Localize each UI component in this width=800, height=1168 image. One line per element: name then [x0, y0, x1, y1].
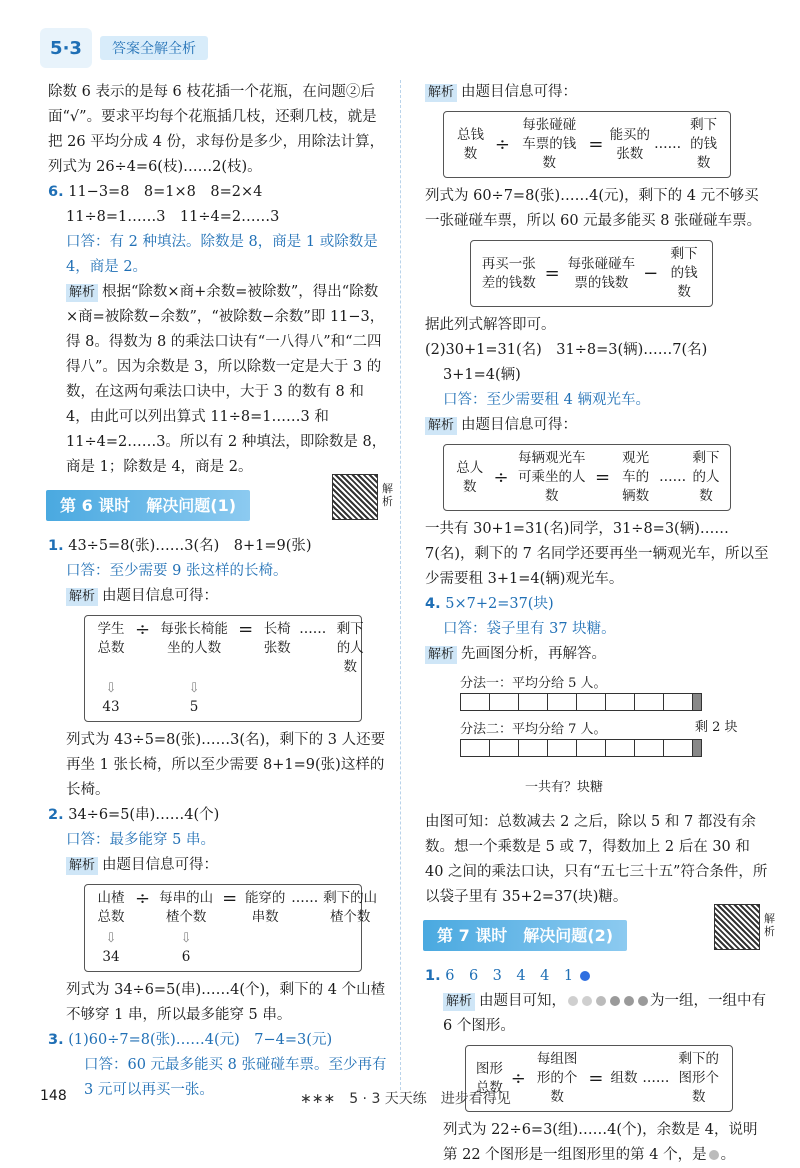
- remain-label: 剩 2 块: [695, 720, 738, 735]
- total-label: 一共有？块糖: [525, 780, 604, 795]
- footer-slogan: ∗∗∗ 5 · 3 天天练 进步看得见: [300, 1091, 511, 1107]
- question-2: [48, 803, 388, 1028]
- analysis-text: 由题目信息可得：: [102, 857, 219, 873]
- lesson-6-header: [46, 482, 393, 524]
- question-number: 1.: [425, 968, 441, 984]
- brand-logo: 5·3: [40, 28, 92, 68]
- oral-answer: 口答：至少需要 9 张这样的长椅。: [66, 563, 288, 579]
- paragraph: 列式为 22÷6=3(组)……4(个)，余数是 4，说明第 22 个图形是一组图形里的第 4 个，是: [443, 1122, 758, 1163]
- shape-icon: [596, 996, 606, 1006]
- analysis-tag: 解析: [66, 857, 98, 875]
- formula-value: 34: [102, 949, 120, 965]
- equals-icon: =: [588, 134, 604, 155]
- question-number: 2.: [48, 807, 64, 823]
- method-1-label: 分法一：平均分给 5 人。: [460, 676, 607, 691]
- equation-line: 11÷8=1……3 11÷4=2……3: [66, 209, 280, 225]
- equation-line: 5×7+2=37(块): [445, 596, 554, 612]
- formula-term: 长椅张数: [263, 621, 291, 656]
- header-tag: 答案全解全析: [100, 36, 208, 60]
- answer-line: 6 6 3 4 4 1: [445, 968, 574, 984]
- shape-icon: [709, 1150, 719, 1160]
- down-arrow-icon: ⇩: [105, 930, 117, 946]
- formula-term: 能穿的串数: [244, 890, 286, 925]
- formula-term: 剩下的人数: [336, 621, 364, 675]
- question-4: [425, 592, 770, 910]
- formula-term: 能买的张数: [609, 126, 651, 162]
- formula-term: 每张长椅能坐的人数: [160, 621, 228, 656]
- ellipsis-icon: ……: [299, 621, 327, 637]
- formula-term: 山楂总数: [97, 890, 125, 925]
- lesson-title: 第 7 课时 解决问题(2): [423, 920, 627, 951]
- formula-value: 43: [102, 699, 120, 715]
- qr-code-icon[interactable]: [714, 904, 760, 950]
- shape-icon: [624, 996, 634, 1006]
- oral-answer: 口答：60 元最多能买 8 张碰碰车票。至少再有 3 元可以再买一张。: [84, 1057, 387, 1098]
- page-header: [40, 28, 340, 68]
- formula-term: 剩下的山楂个数: [323, 890, 378, 925]
- formula-value: 6: [181, 949, 191, 965]
- analysis-tag: 解析: [443, 993, 475, 1011]
- analysis-text: 为一组，一组中有 6 个图形。: [443, 993, 767, 1034]
- question-number: 4.: [425, 596, 441, 612]
- analysis-text: 由题目可知，: [479, 993, 567, 1009]
- question-number: 3.: [48, 1032, 64, 1048]
- paragraph: 列式为 43÷5=8(张)……3(名)，剩下的 3 人还要再坐 1 张长椅，所以至少需要 8+1=9(张)这样的长椅。: [66, 732, 386, 798]
- formula-box: [470, 240, 713, 307]
- minus-icon: −: [643, 263, 659, 284]
- lesson-7-header: [423, 912, 775, 954]
- formula-term: 总人数: [456, 459, 484, 495]
- divide-icon: ÷: [135, 888, 151, 909]
- paragraph: 据此列式解答即可。: [425, 317, 556, 333]
- question-6: [48, 180, 388, 480]
- paragraph: 列式为 60÷7=8(张)……4(元)，剩下的 4 元不够买一张碰碰车票，所以 60 元最多能买 8 张碰碰车票。: [425, 188, 762, 229]
- analysis-text: 根据“除数×商+余数=被除数”，得出“除数×商=被除数−余数”，“被除数−余数”即 11−3，得 8。得数为 8 的乘法口诀有“一八得八”和“二四得八”。因为余数是 3，所以除数一定是大于 3 的数，在这两句乘法口诀中，大于 3 的数有 8 和 4，由此可以列出算式 11÷8=1……3 和 11÷4=2……3。所以有 2 种填法，即除数是 8，商是 1；除数是 4，商是 2。: [66, 284, 387, 475]
- analysis-text: 由题目信息可得：: [461, 417, 578, 433]
- divide-icon: ÷: [493, 467, 509, 488]
- oral-answer: 口答：至少需要租 4 辆观光车。: [443, 392, 650, 408]
- oral-answer: 口答：最多能穿 5 串。: [66, 832, 215, 848]
- question-number: 6.: [48, 184, 64, 200]
- down-arrow-icon: ⇩: [105, 680, 117, 696]
- equation-line: (1)60÷7=8(张)……4(元) 7−4=3(元): [68, 1032, 333, 1048]
- paragraph: 一共有 30+1=31(名)同学，31÷8=3(辆)……7(名)，剩下的 7 名同学还要再坐一辆观光车，所以至少需要租 3+1=4(辆)观光车。: [425, 521, 769, 587]
- analysis-text: 先画图分析，再解答。: [461, 646, 607, 662]
- formula-term: 剩下的钱数: [670, 246, 698, 300]
- formula-term: 剩下的图形个数: [678, 1051, 719, 1105]
- divide-icon: ÷: [494, 134, 510, 155]
- equation-line: 3+1=4(辆): [443, 367, 521, 383]
- formula-box: [443, 444, 731, 511]
- formula-box: [443, 111, 731, 178]
- page-number: 148: [40, 1088, 67, 1104]
- formula-value: 5: [189, 699, 199, 715]
- equals-icon: =: [222, 888, 238, 909]
- shape-icon: [568, 996, 578, 1006]
- question-number: 1.: [48, 538, 64, 554]
- oral-answer: 口答：袋子里有 37 块糖。: [443, 621, 616, 637]
- paragraph: 由图可知：总数减去 2 之后，除以 5 和 7 都没有余数。想一个乘数是 5 或 7，得数加上 2 后在 30 和 40 之间的乘法口诀，只有“五七三十五”符合条件，所以袋子里有 35+2=37(块)糖。: [425, 814, 768, 905]
- analysis-tag: 解析: [66, 588, 98, 606]
- equals-icon: =: [588, 1068, 604, 1089]
- formula-term: 图形总数: [475, 1060, 503, 1096]
- formula-term: 学生总数: [97, 621, 125, 656]
- equals-icon: =: [238, 619, 254, 640]
- divide-icon: ÷: [510, 1068, 526, 1089]
- formula-term: 组数: [610, 1070, 638, 1086]
- ellipsis-icon: ……: [654, 136, 682, 152]
- left-column: [48, 80, 393, 1103]
- shape-icon: [582, 996, 592, 1006]
- down-arrow-icon: ⇩: [180, 930, 192, 946]
- formula-term: 观光车的辆数: [622, 450, 650, 504]
- ellipsis-icon: ……: [642, 1070, 670, 1086]
- equation-line: 34÷6=5(串)……4(个): [68, 807, 220, 823]
- analysis-text: 由题目信息可得：: [461, 84, 578, 100]
- paragraph: 除数 6 表示的是每 6 枝花插一个花瓶，在问题②后面“√”。要求平均每个花瓶插几枝，还剩几枝，就是把 26 平均分成 4 份，求每份是多少，用除法计算，列式为 26÷4=6(枝)……2(枝)。: [48, 84, 385, 175]
- formula-term: 每张碰碰车票的钱数: [567, 255, 636, 291]
- formula-term: 总钱数: [456, 126, 484, 162]
- shape-icon: [610, 996, 620, 1006]
- equation-line: (2)30+1=31(名) 31÷8=3(辆)……7(名): [425, 342, 708, 358]
- formula-box: [84, 615, 362, 722]
- analysis-tag: 解析: [425, 417, 457, 435]
- qr-label: 解析: [764, 912, 775, 938]
- formula-term: 每串的山楂个数: [159, 890, 214, 925]
- right-column: [425, 80, 775, 1168]
- equals-icon: =: [544, 263, 560, 284]
- oral-answer: 口答：有 2 种填法。除数是 8，商是 1 或除数是 4，商是 2。: [66, 234, 378, 275]
- bar-diagram: [425, 671, 770, 806]
- equation-line: 11−3=8 8=1×8 8=2×4: [68, 184, 263, 200]
- analysis-tag: 解析: [66, 284, 98, 302]
- formula-box: [84, 884, 378, 972]
- down-arrow-icon: ⇩: [188, 680, 200, 696]
- analysis-tag: 解析: [425, 646, 457, 664]
- column-divider: [400, 80, 401, 1090]
- qr-label: 解析: [382, 482, 393, 508]
- shape-icon: [638, 996, 648, 1006]
- divide-icon: ÷: [135, 619, 151, 640]
- formula-term: 每辆观光车可乘坐的人数: [518, 450, 586, 504]
- question-1: [48, 534, 388, 803]
- ellipsis-icon: ……: [659, 469, 687, 485]
- formula-term: 剩下的钱数: [690, 117, 718, 171]
- bar-row-5: [460, 693, 702, 711]
- equals-icon: =: [595, 467, 611, 488]
- analysis-tag: 解析: [425, 84, 457, 102]
- qr-code-icon[interactable]: [332, 474, 378, 520]
- analysis-text: 由题目信息可得：: [102, 588, 219, 604]
- ellipsis-icon: ……: [291, 890, 319, 906]
- equation-line: 43÷5=8(张)……3(名) 8+1=9(张): [68, 538, 312, 554]
- formula-term: 每组图形的个数: [536, 1051, 578, 1105]
- lesson-title: 第 6 课时 解决问题(1): [46, 490, 250, 521]
- question-1-lesson7: 1. 6 6 3 4 4 1 解析 由题目可知， 为一组，一组中有 6 个图形。 图形总数 ÷ 每组图形的个数 = 组数 …… 剩下的图形个数 列式为 22÷6=3(组)……4(个)，余数是 4，说明第 22 个图形是一组图形里的第 4 个，是 。: [425, 968, 767, 1163]
- circle-shape-icon: [580, 971, 590, 981]
- bar-row-7: [460, 739, 702, 757]
- method-2-label: 分法二：平均分给 7 人。: [460, 722, 607, 737]
- paragraph: 列式为 34÷6=5(串)……4(个)，剩下的 4 个山楂不够穿 1 串，所以最多能穿 5 串。: [66, 982, 386, 1023]
- formula-term: 再买一张差的钱数: [481, 255, 536, 291]
- formula-term: 每张碰碰车票的钱数: [522, 117, 577, 171]
- formula-term: 剩下的人数: [692, 450, 720, 504]
